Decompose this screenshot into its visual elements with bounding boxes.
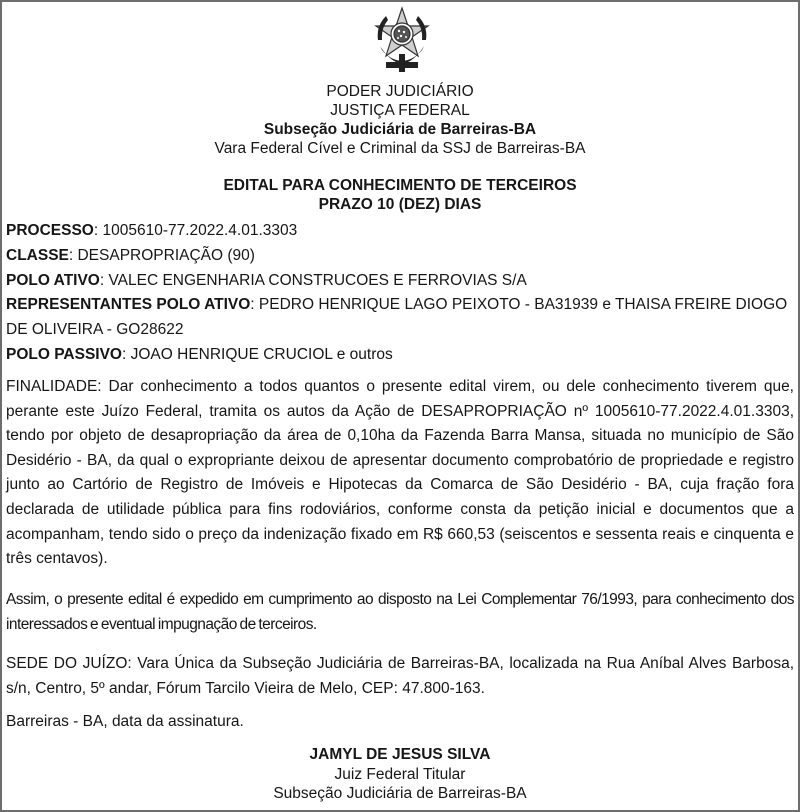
signature-block xyxy=(2,745,798,804)
field-value: : JOAO HENRIQUE CRUCIOL e outros xyxy=(122,345,393,363)
signer-role: Juiz Federal Titular xyxy=(334,765,466,783)
signer-unit: Subseção Judiciária de Barreiras-BA xyxy=(273,785,527,802)
field-label: POLO ATIVO xyxy=(6,271,100,289)
paragraph-local-data: Barreiras - BA, data da assinatura. xyxy=(6,713,244,730)
header xyxy=(2,82,798,158)
field-label: CLASSE xyxy=(6,246,69,264)
document-title xyxy=(2,176,798,214)
brasao-republica-icon xyxy=(372,6,432,74)
signer-name: JAMYL DE JESUS SILVA xyxy=(309,746,491,763)
paragraph-assim: Assim, o presente edital é expedido em cumprimento ao disposto na Lei Complementar 76/1993, para conhecimento dos interessados e eventual impugnação de terceiros. xyxy=(6,591,794,633)
field-label: REPRESENTANTES POLO ATIVO xyxy=(6,296,251,314)
header-subsecao: Subseção Judiciária de Barreiras-BA xyxy=(263,121,537,138)
field-representantes xyxy=(6,293,794,343)
field-classe xyxy=(6,244,794,269)
header-poder-judiciario: PODER JUDICIÁRIO xyxy=(326,83,474,100)
field-polo-ativo xyxy=(6,269,794,294)
title-prazo: PRAZO 10 (DEZ) DIAS xyxy=(318,196,482,213)
case-fields xyxy=(6,219,794,368)
field-polo-passivo xyxy=(6,343,794,368)
field-value: : DESAPROPRIAÇÃO (90) xyxy=(68,246,255,264)
title-edital: EDITAL PARA CONHECIMENTO DE TERCEIROS xyxy=(223,177,577,194)
header-vara: Vara Federal Cível e Criminal da SSJ de Barreiras-BA xyxy=(214,140,586,157)
field-label: PROCESSO xyxy=(6,222,94,239)
field-processo xyxy=(6,219,794,244)
field-value: : VALEC ENGENHARIA CONSTRUCOES E FERROVIAS S/A xyxy=(99,271,527,289)
paragraph-sede: SEDE DO JUÍZO: Vara Única da Subseção Judiciária de Barreiras-BA, localizada na Rua Aníbal Alves Barbosa, s/n, Centro, 5º andar, Fórum Tarcilo Vieira de Melo, CEP: 47.800-163. xyxy=(6,655,794,697)
header-justica-federal: JUSTIÇA FEDERAL xyxy=(330,102,470,119)
field-value: : 1005610-77.2022.4.01.3303 xyxy=(93,222,298,239)
field-value: : PEDRO HENRIQUE LAGO PEIXOTO - BA31939 e THAISA FREIRE DIOGO DE OLIVEIRA - GO28622 xyxy=(6,296,788,339)
field-label: POLO PASSIVO xyxy=(6,345,122,363)
paragraph-finalidade: FINALIDADE: Dar conhecimento a todos quantos o presente edital virem, ou dele conhecimento tiverem que, perante este Juízo Federal, tramita os autos da Ação de DESAPROPRIAÇÃO nº 1005610-77.2022.4.01.3303, tendo por objeto de desapropriação da área de 0,10ha da Fazenda Barra Mansa, situada no município de São Desidério - BA, da qual o expropriante deixou de apresentar documento comprobatório de propriedade e registro junto ao Cartório de Registro de Imóveis e Hipotecas da Comarca de São Desidério - BA, cuja fração fora declarada de utilidade pública para fins rodoviários, conforme consta da petição inicial e documentos que a acompanham, tendo sido o preço da indenização fixado em R$ 660,53 (seiscentos e sessenta reais e cinquenta e três centavos). xyxy=(6,378,794,568)
